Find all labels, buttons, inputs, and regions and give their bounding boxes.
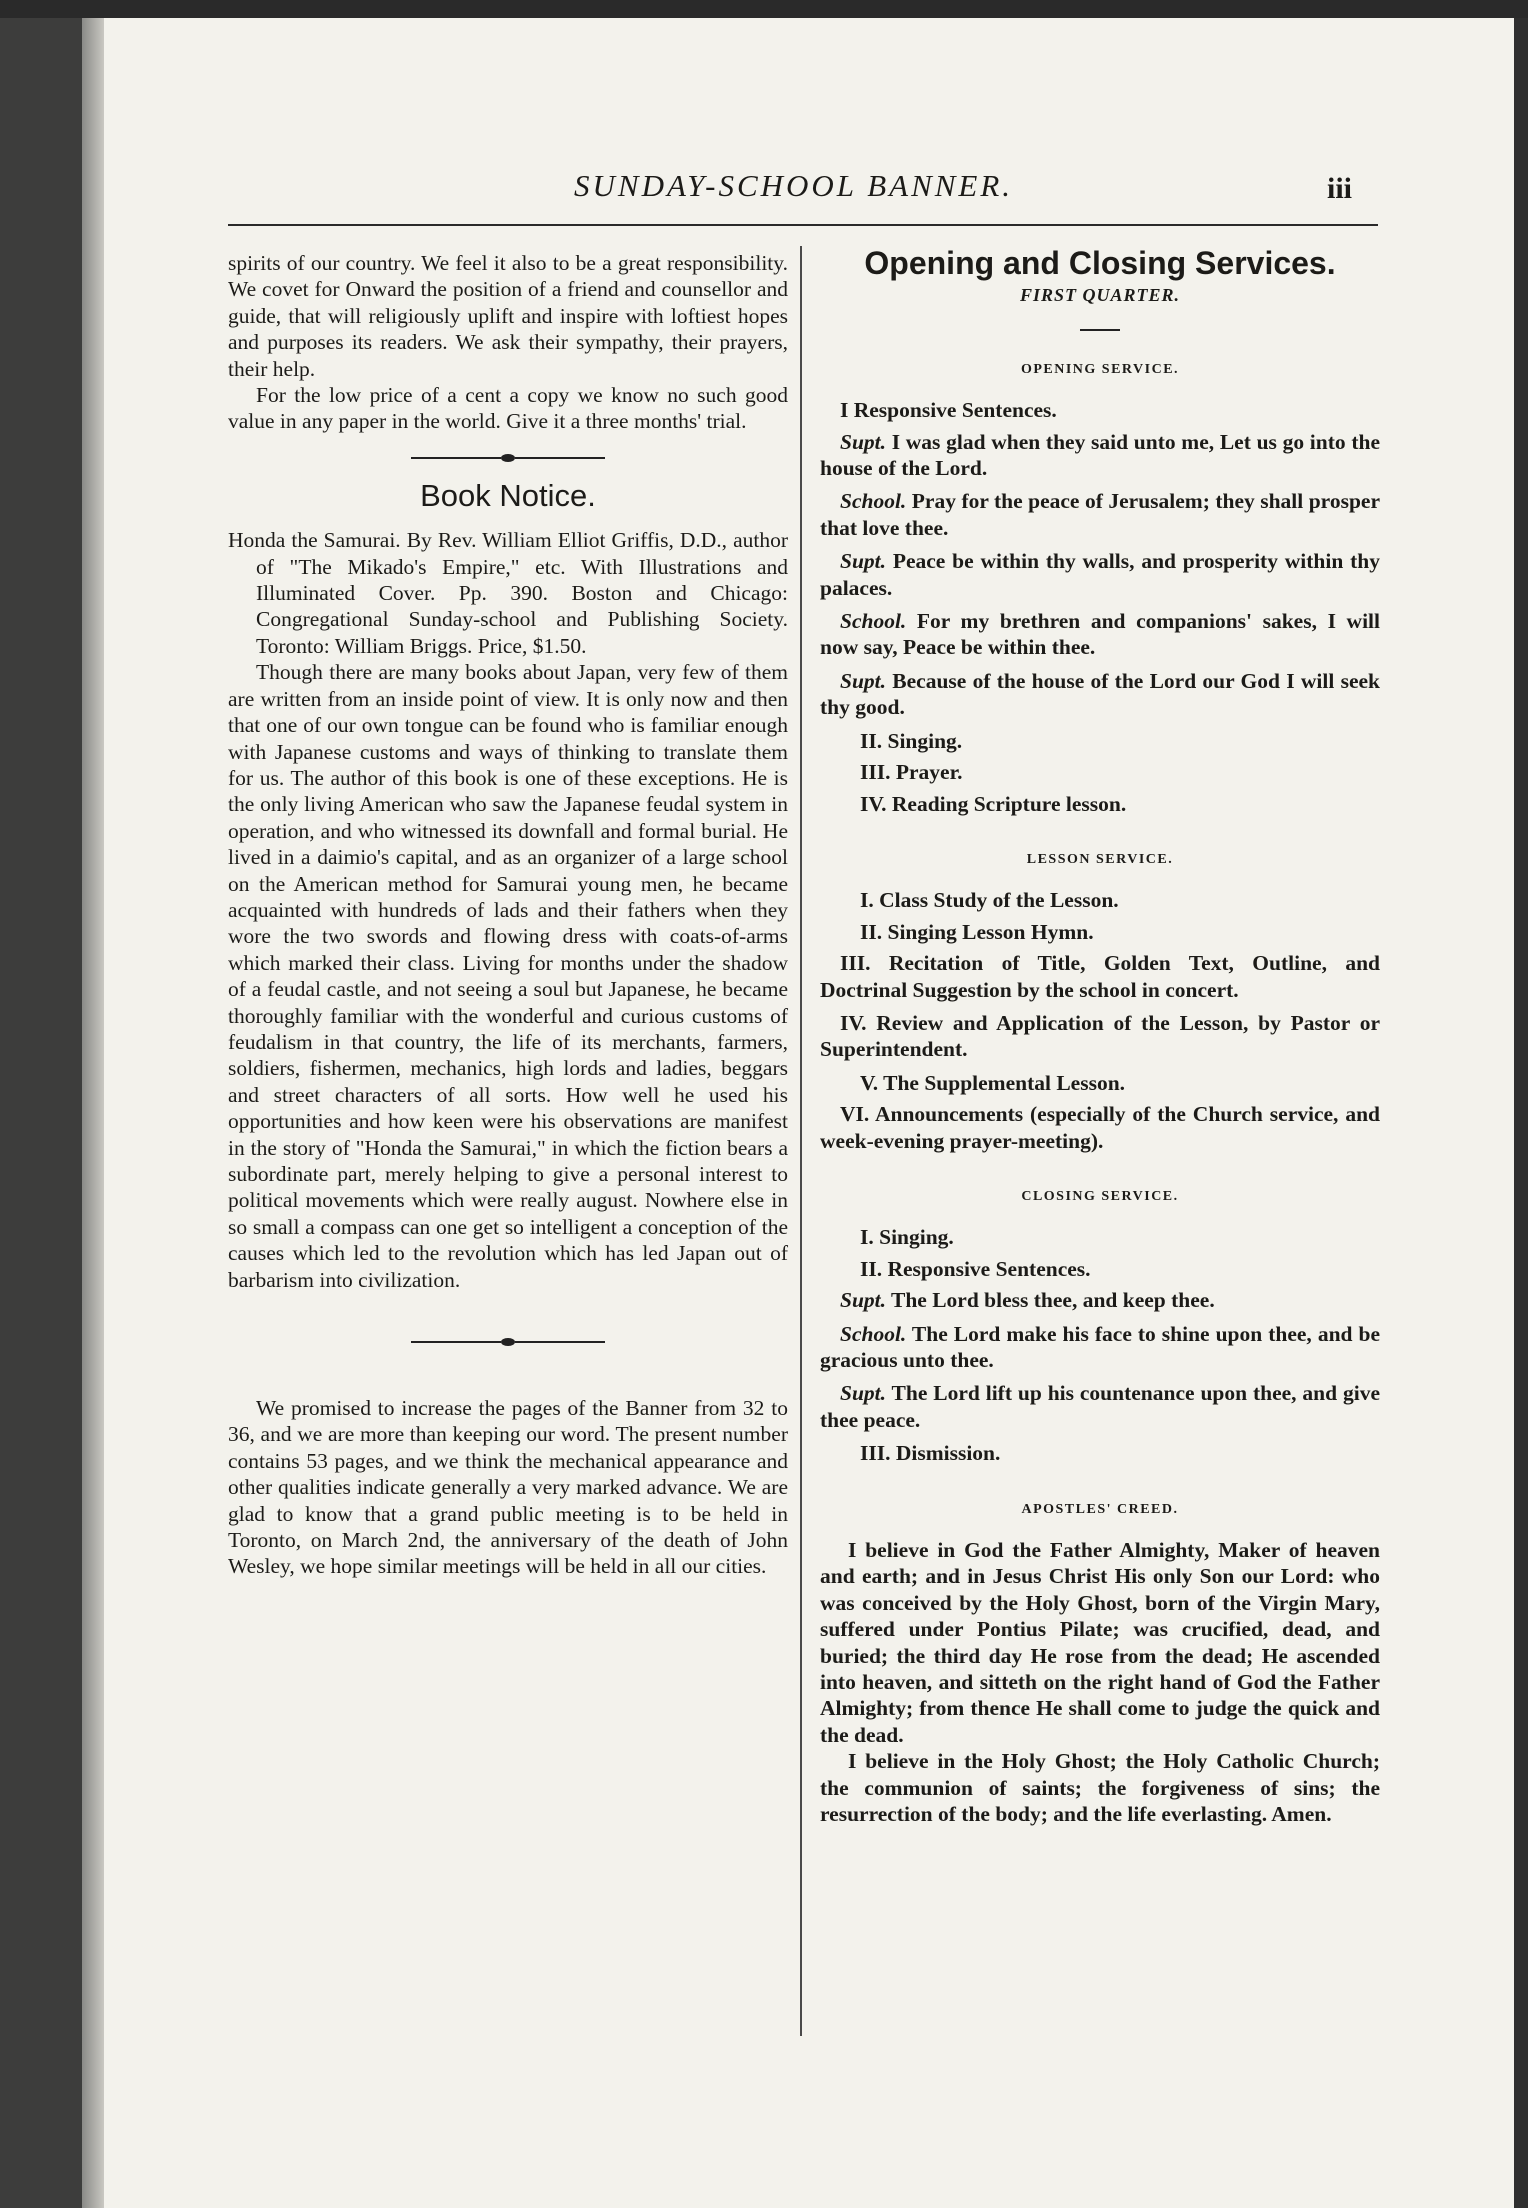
- ornament-line: [515, 1341, 605, 1343]
- price-paragraph: For the low price of a cent a copy we know no such good value in any paper in the world. Give it a three months' trial.: [228, 383, 788, 434]
- speaker: Supt.: [840, 668, 887, 693]
- creed-paragraph: I believe in the Holy Ghost; the Holy Catholic Church; the communion of saints; the forgiveness of sins; the resurrection of the body; and the life everlasting. Amen.: [820, 1749, 1380, 1827]
- ornament-line: [515, 457, 605, 459]
- top-page-edge: [0, 0, 1528, 18]
- responsive-line: [820, 1380, 1380, 1433]
- lesson-item: III. Recitation of Title, Golden Text, Outline, and Doctrinal Suggestion by the school in concert.: [820, 951, 1380, 1002]
- column-divider: [800, 246, 802, 2036]
- left-column: [228, 250, 788, 1580]
- running-header: SUNDAY-SCHOOL BANNER.: [574, 168, 1014, 203]
- creed-paragraph: I believe in God the Father Almighty, Maker of heaven and earth; and in Jesus Christ His only Son our Lord: who was conceived by the Holy Ghost, born of the Virgin Mary, suffered under Pontius Pilate; was crucified, dead, and buried; the third day He rose from the dead; He ascended into heaven, and sitteth on the right hand of God the Father Almighty; from thence He shall come to judge the quick and the dead.: [820, 1538, 1380, 1747]
- responsive-line: [820, 1321, 1380, 1374]
- quarter-subtitle: FIRST QUARTER.: [1019, 285, 1181, 306]
- response-text: The Lord bless thee, and keep thee.: [886, 1288, 1215, 1313]
- book-notice-heading: Book Notice.: [420, 477, 596, 513]
- responsive-line: [820, 548, 1380, 601]
- speaker: School.: [840, 489, 907, 514]
- responsive-line: [820, 488, 1380, 541]
- lesson-item: II. Singing Lesson Hymn.: [860, 919, 1094, 944]
- speaker: Supt.: [840, 1288, 887, 1313]
- speaker: Supt.: [840, 429, 887, 454]
- right-column: [820, 245, 1380, 1828]
- lesson-item: I. Class Study of the Lesson.: [860, 888, 1119, 913]
- header-rule: [228, 224, 1378, 226]
- response-text: Pray for the peace of Jerusalem; they shall prosper that love thee.: [820, 489, 1380, 540]
- opening-item: II. Singing.: [860, 728, 963, 753]
- closing-item: II. Responsive Sentences.: [860, 1256, 1091, 1281]
- binding-edge: [82, 0, 104, 2208]
- book-citation: Honda the Samurai. By Rev. William Elliot Griffis, D.D., author of "The Mikado's Empire," etc. With Illustrations and Illuminated Cover. Pp. 390. Boston and Chicago: Congregational Sunday-school and Publishing Society. Toronto: William Briggs. Price, $1.50.: [228, 528, 788, 658]
- intro-paragraph: spirits of our country. We feel it also to be a great responsibility. We covet for Onward the position of a friend and counsellor and guide, that will religiously uplift and inspire with loftiest hopes and purposes its readers. We ask their sympathy, their prayers, their help.: [228, 251, 788, 381]
- responsive-line: [820, 429, 1380, 482]
- opening-item: I Responsive Sentences.: [840, 398, 1057, 423]
- response-text: Peace be within thy walls, and prosperity within thy palaces.: [820, 549, 1380, 600]
- ornament-line: [411, 457, 501, 459]
- lesson-item: VI. Announcements (especially of the Church service, and week-evening prayer-meeting).: [820, 1102, 1380, 1153]
- ornament-line: [411, 1341, 501, 1343]
- closing-item: I. Singing.: [860, 1225, 954, 1250]
- right-page-edge: [1514, 0, 1528, 2208]
- closing-item: III. Dismission.: [860, 1441, 1001, 1466]
- speaker: School.: [840, 609, 907, 634]
- response-text: The Lord lift up his countenance upon thee, and give thee peace.: [820, 1381, 1380, 1432]
- page-number: iii: [1327, 172, 1353, 205]
- response-text: The Lord make his face to shine upon thee, and be gracious unto thee.: [820, 1321, 1380, 1372]
- opening-item: III. Prayer.: [860, 760, 963, 785]
- opening-service-heading: OPENING SERVICE.: [1020, 361, 1180, 377]
- response-text: Because of the house of the Lord our God I will seek thy good.: [820, 668, 1380, 720]
- responsive-line: [820, 668, 1380, 721]
- short-rule: [1080, 329, 1120, 331]
- speaker: Supt.: [840, 1381, 887, 1406]
- responsive-line: [820, 1287, 1380, 1313]
- ornament-center: [501, 1338, 515, 1346]
- response-text: I was glad when they said unto me, Let us go into the house of the Lord.: [820, 429, 1380, 481]
- response-text: For my brethren and companions' sakes, I will now say, Peace be within thee.: [820, 609, 1380, 660]
- services-heading: Opening and Closing Services.: [864, 245, 1336, 281]
- ornament-center: [501, 454, 515, 462]
- closing-service-heading: CLOSING SERVICE.: [1021, 1188, 1179, 1204]
- responsive-line: [820, 608, 1380, 661]
- speaker: Supt.: [840, 549, 887, 574]
- lesson-item: V. The Supplemental Lesson.: [860, 1070, 1126, 1095]
- ornament-divider: [228, 1329, 788, 1355]
- ornament-divider: [228, 445, 788, 471]
- speaker: School.: [840, 1321, 907, 1346]
- opening-item: IV. Reading Scripture lesson.: [860, 791, 1127, 816]
- editorial-paragraph: We promised to increase the pages of the Banner from 32 to 36, and we are more than keeping our word. The present number contains 53 pages, and we think the mechanical appearance and other qualities indicate generally a very marked advance. We are glad to know that a grand public meeting is to be held in Toronto, on March 2nd, the anniversary of the death of John Wesley, we hope similar meetings will be held in all our cities.: [228, 1396, 788, 1579]
- creed-heading: APOSTLES' CREED.: [1021, 1501, 1179, 1517]
- lesson-item: IV. Review and Application of the Lesson, by Pastor or Superintendent.: [820, 1010, 1380, 1062]
- lesson-service-heading: LESSON SERVICE.: [1026, 851, 1174, 867]
- binding-shadow: [0, 0, 82, 2208]
- review-paragraph: Though there are many books about Japan, very few of them are written from an inside point of view. It is only now and then that one of our own tongue can be found who is familiar enough with Japanese customs and ways of thinking to translate them for us. The author of this book is one of these exceptions. He is the only living American who saw the Japanese feudal system in operation, and who witnessed its downfall and formal burial. He lived in a daimio's capital, and as an organizer of a large school on the American method for Samurai young men, he became acquainted with hundreds of lads and their fathers when they wore the two swords and flowing dress with coats-of-arms which marked their class. Living for months under the shadow of a feudal castle, and not seeing a soul but Japanese, he became thoroughly familiar with the wonderful and curious customs of feudalism in that country, the life of its merchants, farmers, soldiers, fishermen, mechanics, high lords and ladies, beggars and street characters of all sorts. How well he used his opportunities and how keen were his observations are manifest in the story of "Honda the Samurai," in which the fiction bears a subordinate part, merely helping to give a personal interest to political movements which were really august. Nowhere else in so small a compass can one get so intelligent a conception of the causes which led to the revolution which has led Japan out of barbarism into civilization.: [228, 660, 788, 1292]
